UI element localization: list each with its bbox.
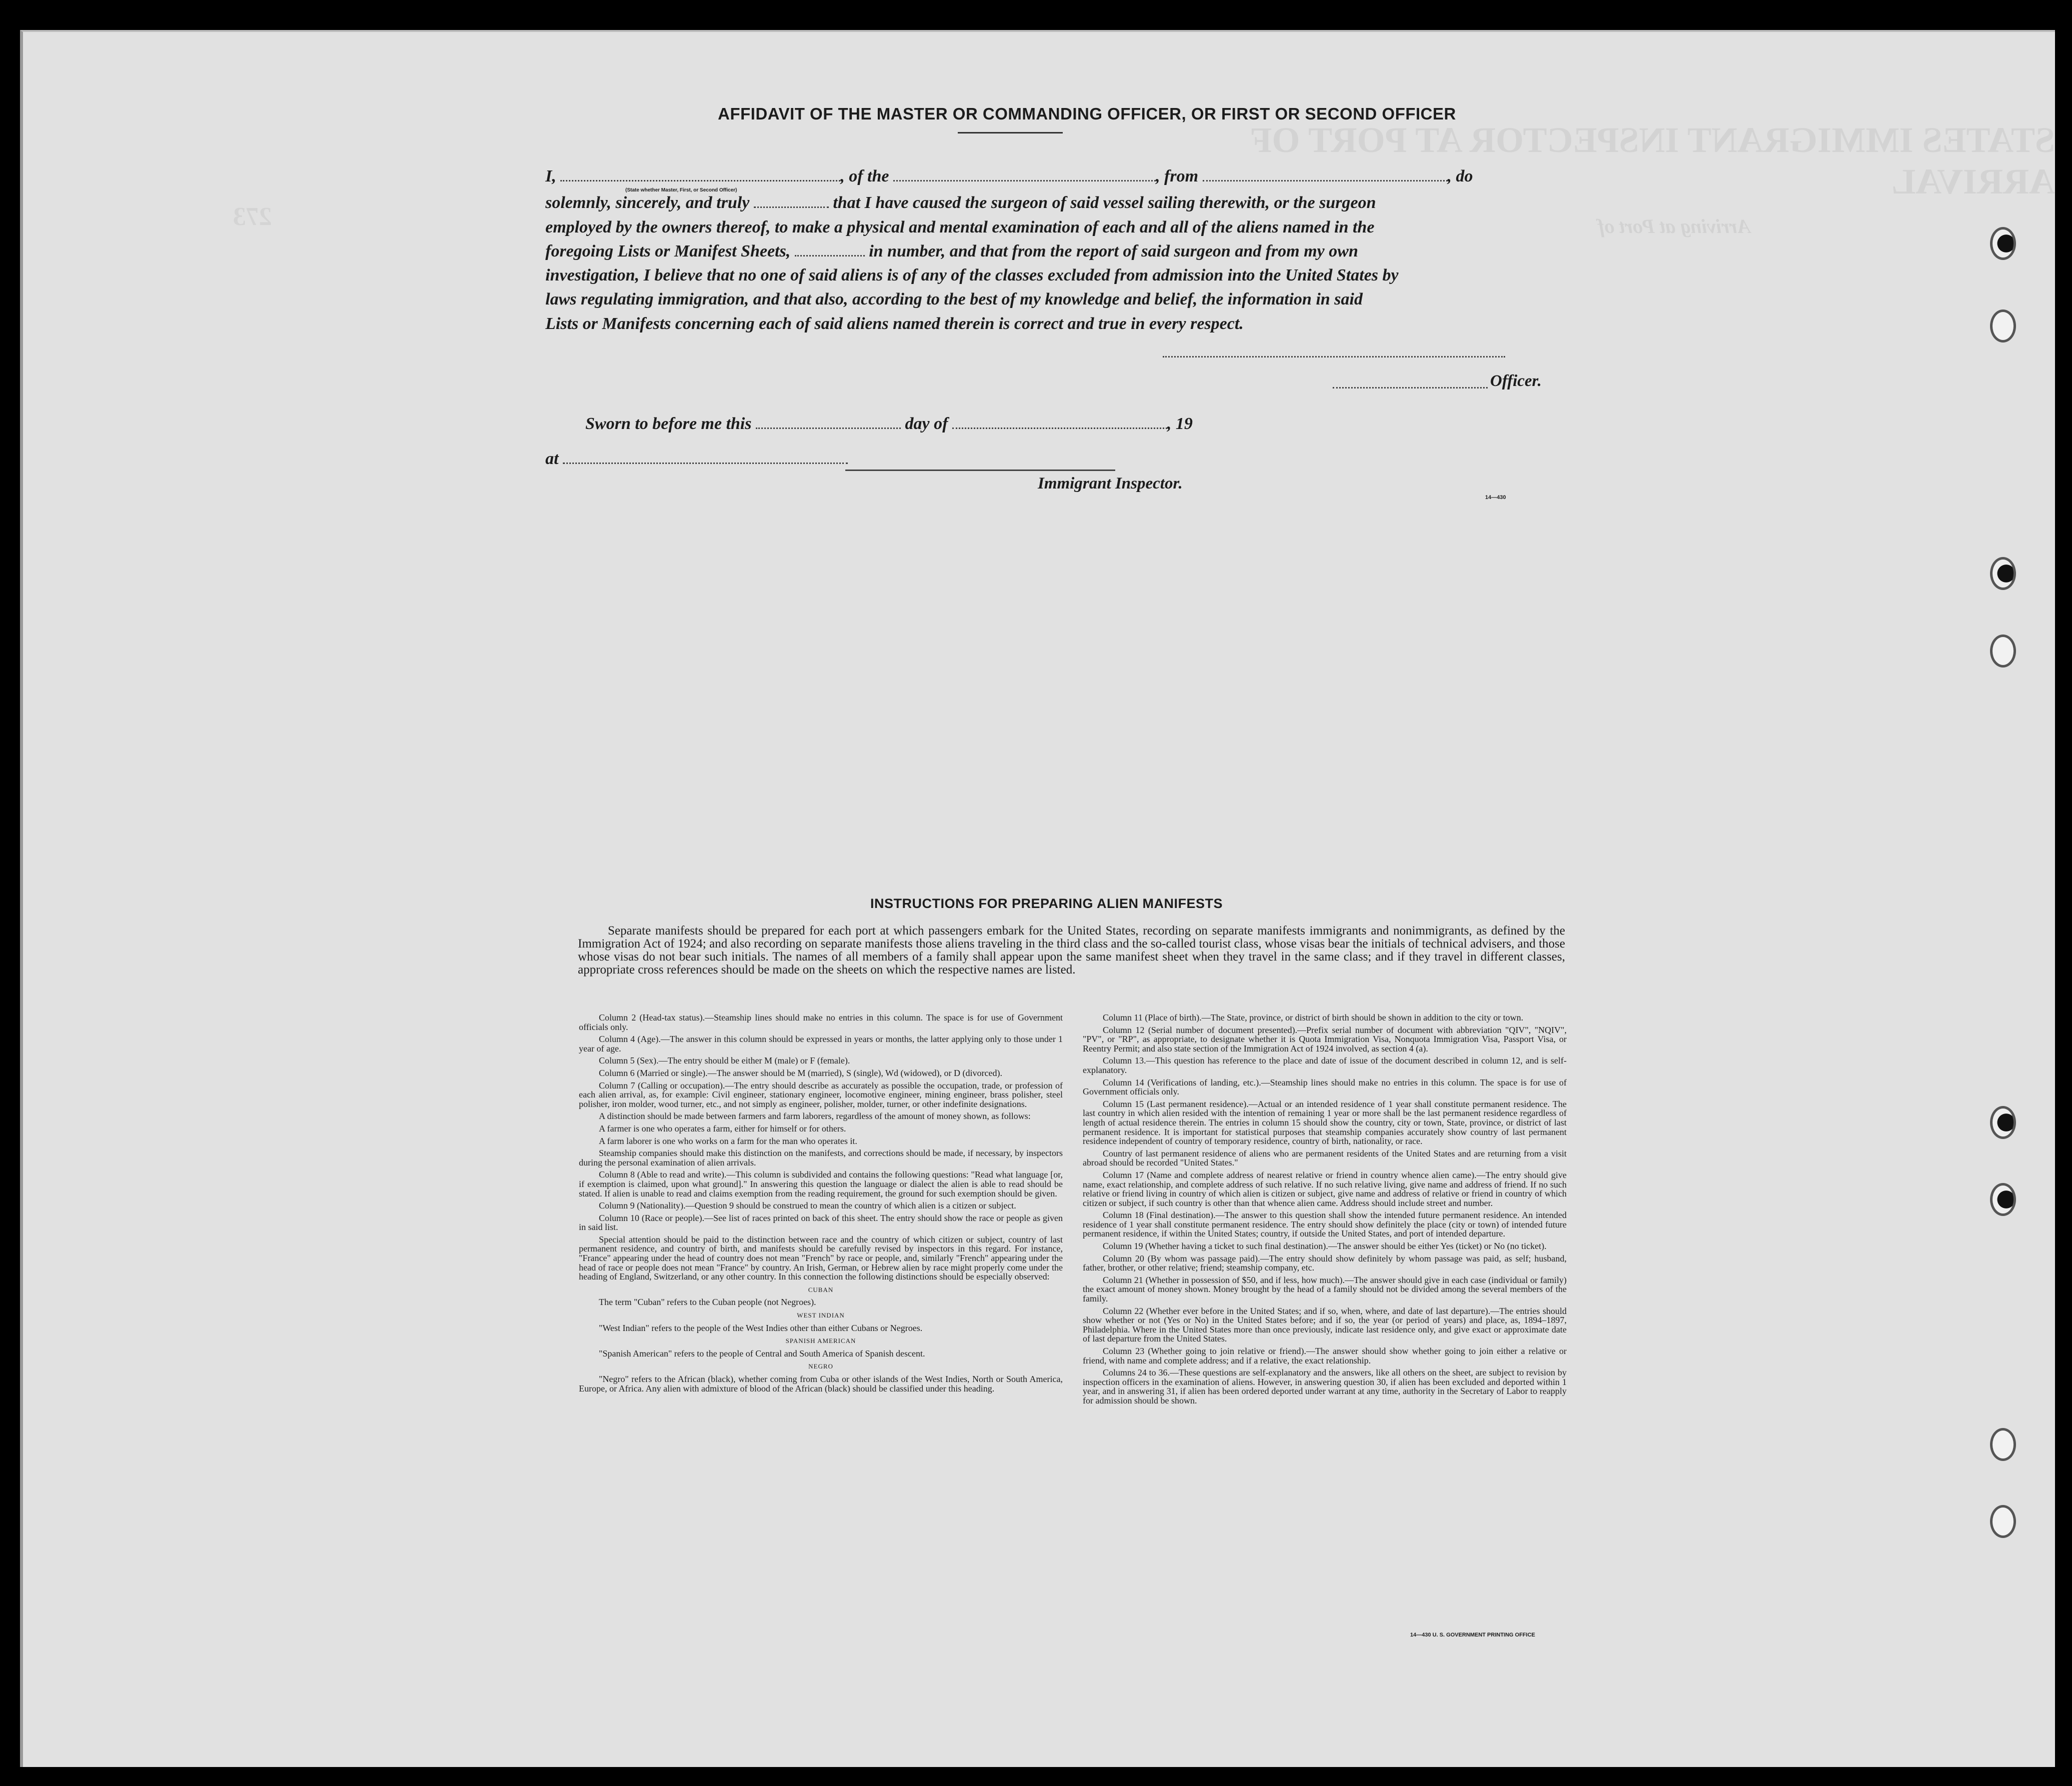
- bleed-through-heading: STATES IMMIGRANT INSPECTOR AT PORT OF ARRIVAL: [1251, 120, 2055, 202]
- farmer-definition: A farmer is one who operates a farm, either for himself or for others.: [599, 1123, 846, 1134]
- col10-race: Column 10 (Race or people).—See list of races printed on back of this sheet. The entry should show the race or people as given in said list.: [579, 1212, 1063, 1232]
- manifest-sheets-text: foregoing Lists or Manifest Sheets,: [545, 242, 791, 260]
- col18-destination: Column 18 (Final destination).—The answer to this question shall show the intended future permanent residence. An intended residence of 1 year shall constitute permanent residence. The entry should show definitely the place (city or town) of intended future permanent residence, if within the United States; country, if outside the United States, and port of intended departure.: [1083, 1210, 1567, 1239]
- returning-residents: Country of last permanent residence of aliens who are permanent residents of the United States and are returning from a visit abroad should be recorded "United States.": [1083, 1148, 1567, 1168]
- binder-hole-7: [1990, 1428, 2016, 1461]
- west-indian-text: "West Indian" refers to the people of the West Indies other than either Cubans or Negroes.: [599, 1322, 923, 1333]
- instructions-title: INSTRUCTIONS FOR PREPARING ALIEN MANIFESTS: [870, 896, 1223, 911]
- col8-read-write: Column 8 (Able to read and write).—This column is subdivided and contains the following questions: "Read what language [or, if exemption is claimed, upon what ground]." In answering this question the language or dialect the alien is able to read should be stated. If alien is unable to read and claims exemption from the reading requirement, the ground for such exemption should be given.: [579, 1170, 1063, 1198]
- col15-residence: Column 15 (Last permanent residence).—Actual or an intended residence of 1 year shall constitute permanent residence. The last country in which alien resided with the intention of remaining 1 year or more shall be the last permanent residence regardless of length of actual residence therein. The entries in column 15 should show the country, city or town, State, province, or district of last permanent residence. It is important for statistical purposes that steamship companies accurately show country of last permanent residence independent of country of temporary residence, country of birth, nationality, or race.: [1083, 1098, 1567, 1146]
- instructions-right-column: [1083, 1013, 1567, 1408]
- vessel-name-blank: [893, 167, 1156, 182]
- affidavit-title: AFFIDAVIT OF THE MASTER OR COMMANDING OFFICER, OR FIRST OR SECOND OFFICER: [718, 104, 1456, 123]
- instructions-intro: Separate manifests should be prepared for each port at which passengers embark for the United States, recording on separate manifests immigrants and nonimmigrants, as defined by the Immigration Act of 1924; and also recording on separate manifests those aliens traveling in the third class and the so-called tourist class, whose visas bear the initials of technical advisers, and those whose visas do not bear such initials. The names of all members of a family shall appear upon the same manifest sheet when they travel in the same class; and if they travel in different classes, appropriate cross references should be made on the sheets on which the respective names are listed.: [578, 924, 1565, 976]
- binder-hole-8: [1990, 1505, 2016, 1538]
- at-text: at: [545, 450, 559, 468]
- affidavit-line-2: [545, 194, 1376, 212]
- at-place-blank: [563, 450, 848, 464]
- col2-head-tax: Column 2 (Head-tax status).—Steamship lines should make no entries in this column. The space is for use of Government officials only.: [579, 1012, 1063, 1032]
- instructions-left-column: [579, 1013, 1063, 1396]
- race-country-distinction: Special attention should be paid to the distinction between race and the country of which citizen or subject, country of last permanent residence, and country of birth, and manifests should be carefully revised by inspectors in this regard. For instance, "France" appearing under the head of country does not mean "French" by race or people, and, similarly "French" appearing under the head of race or people does not mean "France" by country. An Irish, German, or Hebrew alien by race might properly come under the heading of England, Switzerland, or any other country. In this connection the following distinctions should be especially observed:: [579, 1234, 1063, 1282]
- col24-36: Columns 24 to 36.—These questions are self-explanatory and the answers, like all others on the sheet, are subject to revision by inspection officers in the examination of aliens. However, in answering question 30, if alien has been excluded and deported within 1 year, and in answering 31, if alien has been ordered deported under warrant at any time, authority in the Secretary of Labor to reapply for admission should be shown.: [1083, 1368, 1567, 1406]
- cuban-text: The term "Cuban" refers to the Cuban people (not Negroes).: [599, 1297, 816, 1308]
- farmer-distinction: A distinction should be made between farmers and farm laborers, regardless of the amount of money shown, as follows:: [599, 1111, 1031, 1122]
- steamship-distinction: Steamship companies should make this distinction on the manifests, and corrections should be made, if necessary, by inspectors during the personal examination of alien arrivals.: [579, 1148, 1063, 1168]
- bleed-through-port: Arriving at Port of: [1598, 215, 1751, 238]
- sworn-day-blank: [756, 414, 901, 429]
- oath-blank: [754, 194, 829, 208]
- solemnly-text: solemnly, sincerely, and truly: [545, 194, 750, 212]
- binder-hole-5: [1990, 1106, 2016, 1139]
- signature-line-officer: [1333, 387, 1488, 388]
- form-sheet: [20, 30, 2055, 1767]
- cuban-heading: CUBAN: [808, 1286, 834, 1294]
- sworn-line: [585, 414, 1193, 434]
- printing-office-footer: 14—430 U. S. GOVERNMENT PRINTING OFFICE: [1410, 1632, 1535, 1638]
- west-indian-heading: WEST INDIAN: [797, 1312, 845, 1320]
- form-number: 14—430: [1485, 494, 1506, 500]
- day-of-text: day of: [905, 414, 948, 433]
- surgeon-text: that I have caused the surgeon of said vessel sailing therewith, or the surgeon: [833, 194, 1376, 212]
- affidavit-i: I,: [545, 167, 556, 186]
- signature-line-upper: [1163, 356, 1505, 358]
- col13-issue: Column 13.—This question has reference to the place and date of issue of the document described in column 12, and is self-explanatory.: [1083, 1056, 1567, 1075]
- number-blank: [795, 242, 865, 256]
- col12-document: Column 12 (Serial number of document presented).—Prefix serial number of document with abbreviation "QIV", "NQIV", "PV", or "RP", as appropriate, to designate whether it is Quota Immigration Visa, Nonquota Immigration Visa, Passport Visa, or Reentry Permit; and also state section of the Immigration Act of 1924 involved, as section 4 (a).: [1083, 1024, 1567, 1054]
- year-text: , 19: [1167, 414, 1193, 433]
- sworn-text: Sworn to before me this: [585, 414, 752, 433]
- do-label: , do: [1447, 167, 1473, 186]
- affidavit-line-1: [545, 167, 1473, 186]
- col23-join: Column 23 (Whether going to join relative or friend).—The answer should show whether going to join either a relative or friend, with name and complete address; and if a relative, the exact relationship.: [1083, 1346, 1567, 1366]
- officer-label: Officer.: [1490, 372, 1542, 390]
- col14-verification: Column 14 (Verifications of landing, etc.).—Steamship lines should make no entries in this column. The space is for use of Government officials only.: [1083, 1077, 1567, 1097]
- of-the-label: , of the: [840, 167, 889, 186]
- negro-heading: NEGRO: [808, 1362, 833, 1370]
- affidavit-line-5: investigation, I believe that no one of said aliens is of any of the classes excluded from admission into the United States by: [545, 266, 1399, 284]
- bleed-through-number: 273: [233, 202, 272, 231]
- binder-hole-2: [1990, 310, 2016, 342]
- col4-age: Column 4 (Age).—The answer in this column should be expressed in years or months, the latter applying only to those under 1 year of age.: [579, 1034, 1063, 1054]
- affidavit-line-4: [545, 242, 1358, 261]
- col7-occupation: Column 7 (Calling or occupation).—The entry should describe as accurately as possible the occupation, trade, or profession of each alien arrival, as, for example: Civil engineer, stationary engineer, locomotive engineer, mining engineer, brass polisher, steel polisher, iron molder, wood turner, etc., and not simply as engineer, polisher, molder, turner, or other indefinite designations.: [579, 1080, 1063, 1109]
- title-underline: [958, 132, 1063, 134]
- at-line: [545, 450, 848, 468]
- in-number-text: in number, and that from the report of said surgeon and from my own: [869, 242, 1358, 260]
- state-officer-note: (State whether Master, First, or Second Officer): [625, 188, 737, 193]
- col9-nationality: Column 9 (Nationality).—Question 9 should be construed to mean the country of which alien is a citizen or subject.: [599, 1200, 1016, 1211]
- from-label: , from: [1156, 167, 1199, 186]
- farm-laborer-definition: A farm laborer is one who works on a farm for the man who operates it.: [599, 1136, 857, 1146]
- col19-ticket: Column 19 (Whether having a ticket to such final destination).—The answer should be either Yes (ticket) or No (no ticket).: [1103, 1241, 1547, 1252]
- binder-hole-4: [1990, 634, 2016, 668]
- affidavit-line-6: laws regulating immigration, and that also, according to the best of my knowledge and belief, the information in said: [545, 290, 1363, 308]
- affidavit-line-7: Lists or Manifests concerning each of said aliens named therein is correct and true in every respect.: [545, 314, 1244, 333]
- sworn-month-blank: [952, 414, 1167, 429]
- negro-text: "Negro" refers to the African (black), whether coming from Cuba or other islands of the West Indies, North or South America, Europe, or Africa. Any alien with admixture of blood of the African (black) should be classified under this heading.: [579, 1374, 1063, 1394]
- col21-money: Column 21 (Whether in possession of $50, and if less, how much).—The answer should give in each case (individual or family) the exact amount of money shown. Money brought by the head of a family should not be divided among the several members of the family.: [1083, 1274, 1567, 1304]
- spanish-american-heading: SPANISH AMERICAN: [785, 1337, 856, 1345]
- affidavit-line-3: employed by the owners thereof, to make a physical and mental examination of each and all of the aliens named in the: [545, 218, 1375, 236]
- officer-title-blank: [560, 167, 840, 182]
- col11-birth: Column 11 (Place of birth).—The State, province, or district of birth should be shown in addition to the city or town.: [1103, 1012, 1524, 1022]
- inspector-signature-line: [845, 470, 1115, 471]
- col22-previous: Column 22 (Whether ever before in the United States; and if so, when, where, and date of last departure).—The entries should show whether or not (Yes or No) in the United States before; and if so, the year (or period of years) and place, as, 1894–1897, Philadelphia. Where in the United States more than once previously, indicate last residence only, and give exact or approximate date of last departure from the United States.: [1083, 1306, 1567, 1344]
- spanish-american-text: "Spanish American" refers to the people of Central and South America of Spanish descent.: [599, 1348, 925, 1358]
- inspector-label: Immigrant Inspector.: [1038, 474, 1183, 492]
- col17-relative: Column 17 (Name and complete address of nearest relative or friend in country whence alien came).—The entry should give name, exact relationship, and complete address of such relative. If no such relative living, give name and address of friend. If no such relative or friend living in country of which alien is citizen or subject, give name and address of relative or friend in country of which citizen or subject, if such country is other than that whence alien came. Address should include street and number.: [1083, 1170, 1567, 1208]
- binder-hole-1: [1990, 227, 2016, 260]
- binder-hole-3: [1990, 557, 2016, 590]
- col5-sex: Column 5 (Sex).—The entry should be either M (male) or F (female).: [599, 1056, 850, 1066]
- col6-married: Column 6 (Married or single).—The answer should be M (married), S (single), Wd (widowed), or D (divorced).: [599, 1068, 1002, 1078]
- binder-hole-6: [1990, 1183, 2016, 1216]
- col20-passage: Column 20 (By whom was passage paid).—The entry should show definitely by whom passage was paid, as self; husband, father, brother, or other relative; friend; steamship company, etc.: [1083, 1253, 1567, 1273]
- port-blank: [1203, 167, 1448, 182]
